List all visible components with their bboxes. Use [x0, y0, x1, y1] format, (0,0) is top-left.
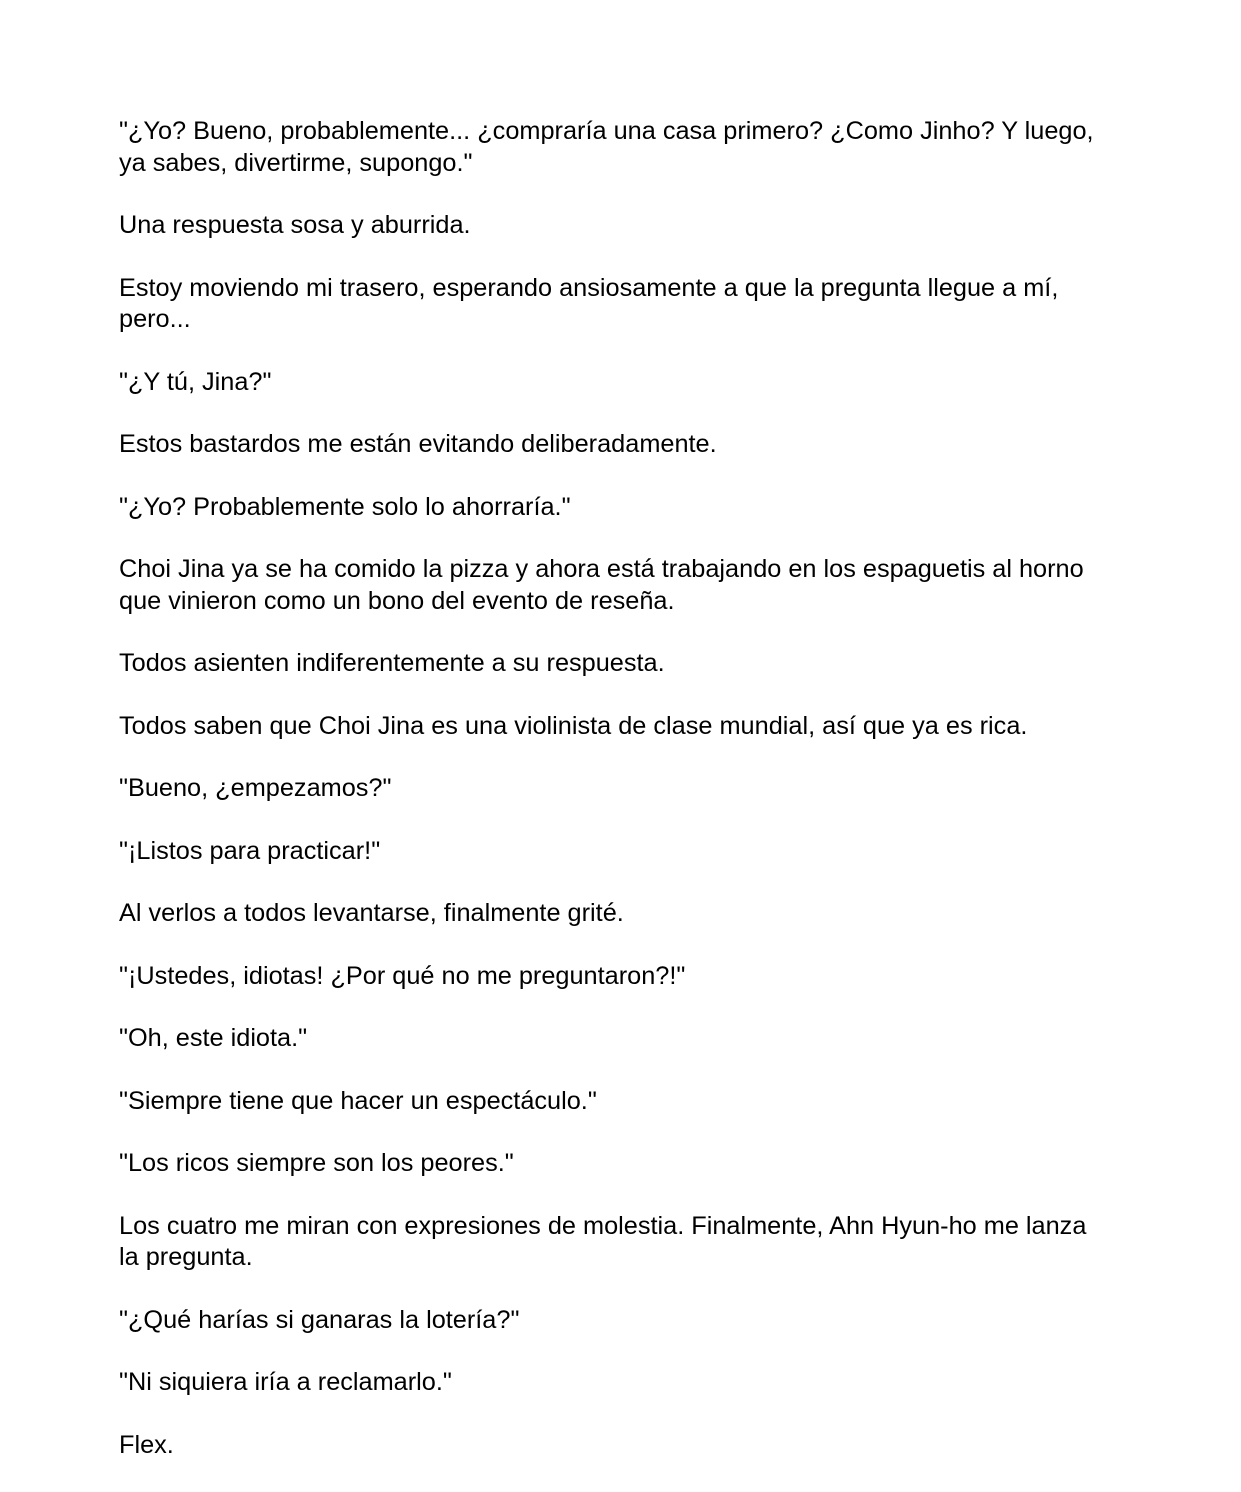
- paragraph: "¿Yo? Bueno, probablemente... ¿compraría una casa primero? ¿Como Jinho? Y luego, ya sabes, divertirme, supongo.": [119, 117, 1094, 177]
- paragraph: "Ni siquiera iría a reclamarlo.": [119, 1368, 452, 1396]
- paragraph: Flex.: [119, 1430, 174, 1459]
- paragraph: Estos bastardos me están evitando deliberadamente.: [119, 430, 717, 458]
- paragraph: "¡Ustedes, idiotas! ¿Por qué no me preguntaron?!": [119, 961, 686, 990]
- paragraph: "¿Y tú, Jina?": [119, 367, 272, 396]
- paragraph: "Los ricos siempre son los peores.": [119, 1149, 514, 1177]
- paragraph: Al verlos a todos levantarse, finalmente grité.: [119, 899, 624, 927]
- paragraph: "Bueno, ¿empezamos?": [119, 774, 392, 802]
- paragraph: "Siempre tiene que hacer un espectáculo.": [119, 1086, 597, 1115]
- paragraph: Estoy moviendo mi trasero, esperando ansiosamente a que la pregunta llegue a mí, pero...: [119, 273, 1059, 333]
- document-body: [119, 116, 1109, 1492]
- paragraph: "Oh, este idiota.": [119, 1024, 308, 1052]
- paragraph: "¿Qué harías si ganaras la lotería?": [119, 1305, 520, 1334]
- paragraph: Todos saben que Choi Jina es una violinista de clase mundial, así que ya es rica.: [119, 711, 1028, 740]
- paragraph: Todos asienten indiferentemente a su respuesta.: [119, 649, 665, 677]
- paragraph: Una respuesta sosa y aburrida.: [119, 211, 471, 239]
- paragraph: Los cuatro me miran con expresiones de molestia. Finalmente, Ahn Hyun-ho me lanza la pregunta.: [119, 1211, 1087, 1271]
- paragraph: "¿Yo? Probablemente solo lo ahorraría.": [119, 492, 571, 521]
- paragraph: Choi Jina ya se ha comido la pizza y ahora está trabajando en los espaguetis al horno que vinieron como un bono del evento de reseña.: [119, 555, 1084, 615]
- paragraph: "¡Listos para practicar!": [119, 836, 381, 865]
